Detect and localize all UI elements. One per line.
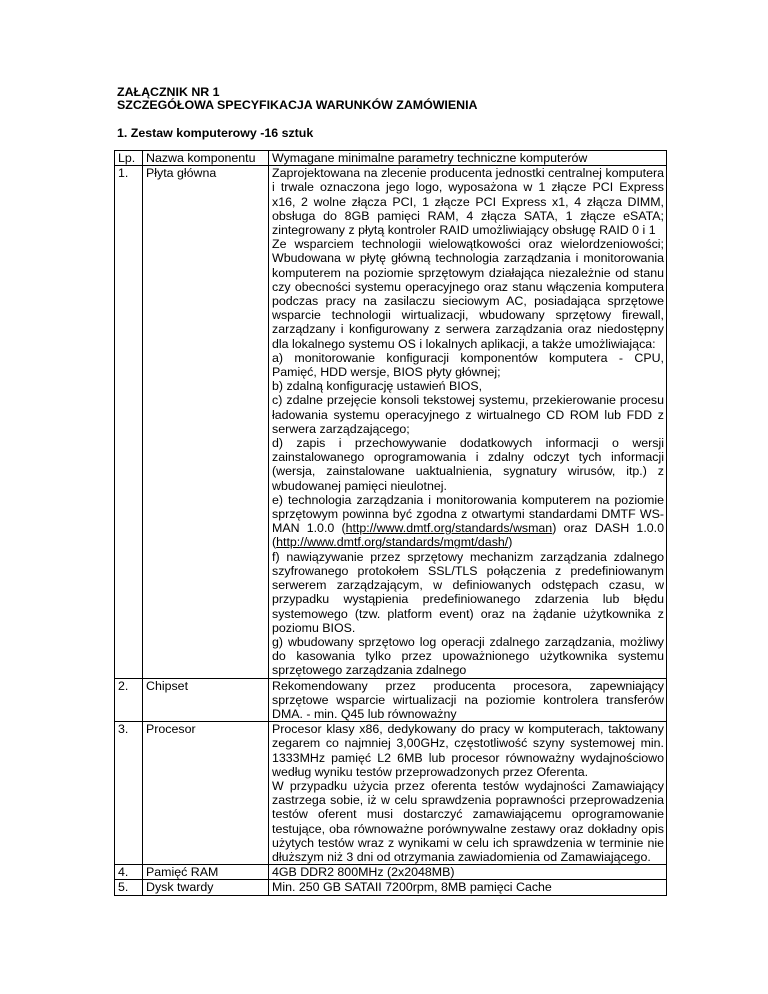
paragraph-e-text: ) oraz DASH 1.0.0 ( (272, 521, 664, 550)
row-component: Pamięć RAM (143, 865, 269, 880)
table-row (115, 678, 667, 722)
requirement-paragraph: W przypadku użycia przez oferenta testów wydajności Zamawiający zastrzega sobie, iż w celu sprawdzenia poprawności przeprowadzenia testów oferent musi dostarczyć zamawiającemu oprogramowanie testujące, oba równoważne porównywalne zestawy oraz dokładny opis użytych testów wraz z wynikami w celu ich sprawdzenia w terminie nie dłuższym niż 3 dni od otrzymania zawiadomienia od Zamawiającego. (272, 778, 664, 864)
table-header-row (115, 151, 667, 166)
requirement-paragraph: Ze wsparciem technologii wielowątkowości oraz wielordzeniowości; Wbudowana w płytę główną technologia zarządzania i monitorowania komputerem na poziomie sprzętowym działająca niezależnie od stanu czy obecności systemu operacyjnego oraz stanu włączenia komputera podczas pracy na zasilaczu sieciowym AC, posiadająca sprzętowe wsparcie technologii wirtualizacji, wbudowany sprzętowy firewall, zarządzany i konfigurowany z serwera zarządzania oraz niedostępny dla lokalnego systemu OS i lokalnych aplikacji, a także umożliwiająca: (272, 237, 664, 351)
requirement-paragraph: d) zapis i przechowywanie dodatkowych informacji o wersji zainstalowanego oprogramowania i zdalny odczyt tych informacji (wersja, zainstalowane uaktualnienia, sygnatury wirusów, itp.) z wbudowanej pamięci nieulotnej. (272, 436, 664, 493)
row-requirements (269, 166, 667, 678)
row-component: Dysk twardy (143, 880, 269, 895)
table-row (115, 865, 667, 880)
header-component: Nazwa komponentu (143, 151, 269, 166)
header-requirements: Wymagane minimalne parametry techniczne komputerów (269, 151, 667, 166)
table-row (115, 722, 667, 865)
document-title: SZCZEGÓŁOWA SPECYFIKACJA WARUNKÓW ZAMÓWIENIA (117, 98, 478, 112)
requirement-paragraph: Procesor klasy x86, dedykowany do pracy w komputerach, taktowany zegarem co najmniej 3,00GHz, częstotliwość szyny systemowej min. 1333MHz pamięć L2 6MB lub procesor równoważny wydajnościowo według wyniku testów przeprowadzonych przez Oferenta. (272, 722, 664, 779)
row-component: Płyta główna (143, 166, 269, 678)
requirement-paragraph: g) wbudowany sprzętowo log operacji zdalnego zarządzania, możliwy do kasowania tylko przez upoważnionego użytkownika systemu sprzętowego zarządzania zdalnego (272, 634, 664, 678)
row-lp: 4. (115, 865, 143, 880)
row-requirements (269, 865, 667, 880)
requirement-paragraph: Zaprojektowana na zlecenie producenta jednostki centralnej komputera i trwale oznaczona jego logo, wyposażona w 1 złącze PCI Express x16, 2 wolne złącza PCI, 1 złącze PCI Express x1, 4 złącza DIMM, obsługa do 8GB pamięci RAM, 4 złącza SATA, 1 złącze eSATA; zintegrowany z płytą kontroler RAID umożliwiający obsługę RAID 0 i 1 (272, 166, 664, 238)
row-requirements (269, 880, 667, 895)
header-lp: Lp. (115, 151, 143, 166)
requirement-paragraph: a) monitorowanie konfiguracji komponentów komputera - CPU, Pamięć, HDD wersje, BIOS płyty głównej; (272, 350, 664, 380)
row-requirements (269, 678, 667, 722)
row-lp: 3. (115, 722, 143, 865)
requirement-paragraph-e (272, 493, 664, 550)
paragraph-e-text: e) technologia zarządzania i monitorowania komputerem na poziomie sprzętowym powinna być zgodna z otwartymi standardami DMTF WS-MAN 1.0.0 ( (272, 492, 664, 536)
dash-link[interactable]: http://www.dmtf.org/standards/mgmt/dash/ (276, 535, 509, 550)
requirement-paragraph: Min. 250 GB SATAII 7200rpm, 8MB pamięci Cache (272, 880, 552, 895)
table-row (115, 166, 667, 678)
specification-table (114, 150, 667, 896)
attachment-heading: ZAŁĄCZNIK NR 1 (117, 85, 220, 99)
row-lp: 1. (115, 166, 143, 678)
row-lp: 5. (115, 880, 143, 895)
table-row (115, 880, 667, 895)
requirement-paragraph: 4GB DDR2 800MHz (2x2048MB) (272, 865, 455, 880)
row-lp: 2. (115, 678, 143, 722)
row-component: Chipset (143, 678, 269, 722)
requirement-paragraph: f) nawiązywanie przez sprzętowy mechanizm zarządzania zdalnego szyfrowanego protokołem SSL/TLS połączenia z predefiniowanym serwerem zarządzającym, w definiowanych odstępach czasu, w przypadku wystąpienia predefiniowanego zdarzenia lub błędu systemowego (tzw. platform event) oraz na żądanie użytkownika z poziomu BIOS. (272, 549, 664, 635)
requirement-paragraph: b) zdalną konfigurację ustawień BIOS, (272, 379, 483, 394)
row-component: Procesor (143, 722, 269, 865)
row-requirements (269, 722, 667, 865)
requirement-paragraph: Rekomendowany przez producenta procesora, zapewniający sprzętowe wsparcie wirtualizacji na poziomie kontrolera transferów DMA. - min. Q45 lub równoważny (272, 678, 664, 721)
wsman-link[interactable]: http://www.dmtf.org/standards/wsman (345, 521, 553, 536)
section-heading: 1. Zestaw komputerowy -16 sztuk (117, 126, 314, 140)
paragraph-e-text: ) (508, 535, 513, 550)
requirement-paragraph: c) zdalne przejęcie konsoli tekstowej systemu, przekierowanie procesu ładowania systemu operacyjnego z wirtualnego CD ROM lub FDD z serwera zarządzającego; (272, 393, 664, 436)
